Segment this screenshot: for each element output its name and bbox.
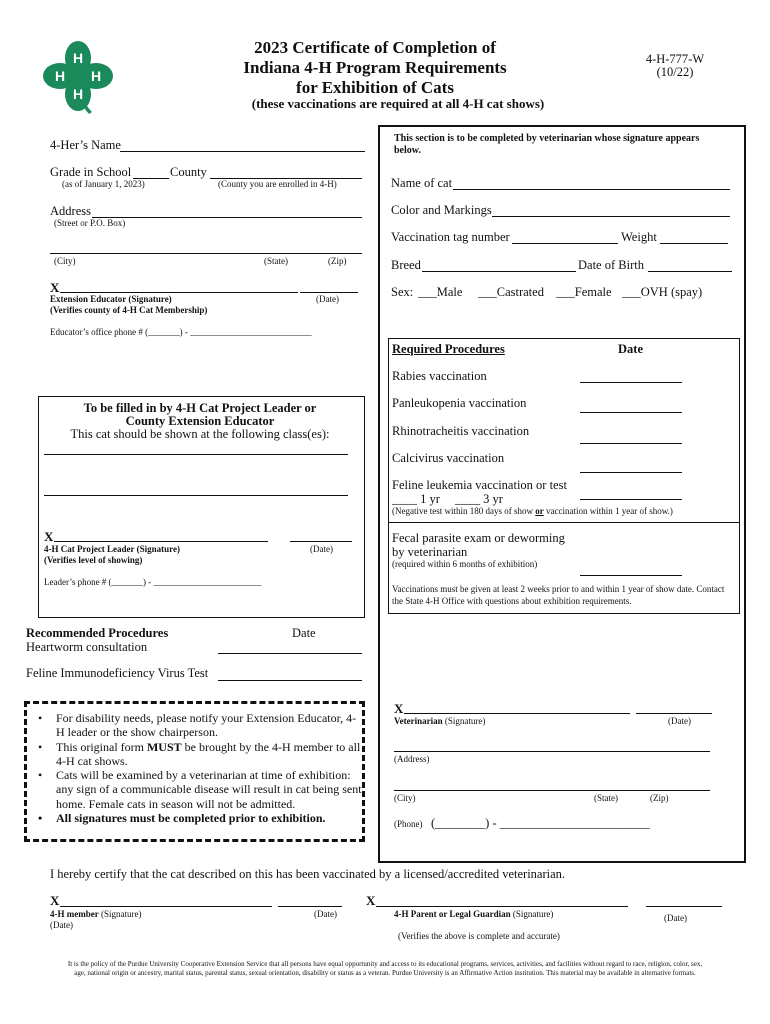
note-bring-form-must: MUST bbox=[146, 739, 182, 754]
member-signature-label bbox=[50, 909, 141, 919]
vet-phone-field[interactable]: (________) - ________________________ bbox=[431, 816, 650, 830]
vet-state-label: (State) bbox=[594, 793, 618, 803]
member-x-mark: X bbox=[50, 893, 60, 908]
recommended-heading: Recommended Procedures bbox=[26, 626, 169, 640]
fecal-note: (required within 6 months of exhibition) bbox=[392, 559, 538, 569]
parent-date-field[interactable] bbox=[646, 906, 722, 907]
color-markings-field[interactable] bbox=[492, 216, 730, 217]
city-label: (City) bbox=[54, 256, 76, 266]
felv-3yr-option[interactable]: ____ 3 yr bbox=[455, 492, 503, 506]
note-disability: • For disability needs, please notify your Extension Educator, 4-H leader or the show chairperson. bbox=[56, 711, 362, 740]
leader-phone[interactable]: Leader’s phone # (_______) - ________________________ bbox=[44, 577, 262, 587]
address-label: Address bbox=[50, 204, 91, 218]
educator-date-label: (Date) bbox=[316, 294, 339, 304]
sex-label: Sex: bbox=[391, 285, 414, 299]
educator-signature-field[interactable] bbox=[60, 292, 298, 293]
state-label: (State) bbox=[264, 256, 288, 266]
member-date-label: (Date) bbox=[314, 909, 337, 919]
sex-female-option[interactable]: ___Female bbox=[556, 285, 612, 299]
felv-label: Feline leukemia vaccination or test bbox=[392, 478, 567, 492]
zip-label: (Zip) bbox=[328, 256, 347, 266]
weight-field[interactable] bbox=[660, 243, 728, 244]
calcivirus-label: Calcivirus vaccination bbox=[392, 451, 505, 465]
felv-1yr-option[interactable]: ____ 1 yr bbox=[392, 492, 440, 506]
vet-phone-label: (Phone) bbox=[394, 819, 423, 829]
educator-x-mark: X bbox=[50, 280, 60, 295]
county-label: County bbox=[170, 165, 207, 179]
policy-line-1: It is the policy of the Purdue University Cooperative Extension Service that all persons have equal opportunity and access to its educational programs, services, activities, and facilities without regard to race, religion, color, sex, bbox=[67, 960, 703, 968]
parent-signature-field[interactable] bbox=[376, 906, 628, 907]
leader-date-field[interactable] bbox=[290, 541, 352, 542]
member-date-field[interactable] bbox=[278, 906, 342, 907]
required-date-heading: Date bbox=[618, 342, 643, 356]
address-field[interactable] bbox=[92, 217, 362, 218]
parent-verify-note: (Verifies the above is complete and accurate) bbox=[398, 931, 560, 941]
leader-signature-label: 4-H Cat Project Leader (Signature) bbox=[44, 544, 180, 554]
vaccination-tag-field[interactable] bbox=[512, 243, 618, 244]
required-heading: Required Procedures bbox=[392, 342, 505, 356]
vet-label-rest: (Signature) bbox=[442, 716, 486, 726]
rabies-date-field[interactable] bbox=[580, 382, 682, 383]
parent-signature-label bbox=[394, 909, 553, 919]
member-label-bold: 4-H member bbox=[50, 909, 99, 919]
note-bring-form-post: be brought by the 4-H member to all 4-H cat shows. bbox=[56, 739, 361, 768]
weight-label: Weight bbox=[621, 230, 657, 244]
certify-statement: I hereby certify that the cat described on this has been vaccinated by a licensed/accredited veterinarian. bbox=[50, 867, 566, 881]
rhinotracheitis-date-field[interactable] bbox=[580, 443, 682, 444]
fecal-date-field[interactable] bbox=[580, 575, 682, 576]
vet-x-mark: X bbox=[394, 701, 404, 716]
note-bring-form-pre: This original form bbox=[56, 739, 147, 754]
city-state-zip-field[interactable] bbox=[50, 253, 362, 254]
felv-note bbox=[392, 506, 673, 516]
form-number: 4-H-777-W bbox=[645, 52, 705, 66]
svg-text:H: H bbox=[55, 68, 66, 84]
sex-castrated-option[interactable]: ___Castrated bbox=[478, 285, 544, 299]
calcivirus-date-field[interactable] bbox=[580, 472, 682, 473]
name-of-cat-label: Name of cat bbox=[391, 176, 453, 190]
grade-label: Grade in School bbox=[50, 165, 132, 179]
form-title-line-2: Indiana 4-H Program Requirements bbox=[243, 58, 507, 77]
date-of-birth-field[interactable] bbox=[648, 271, 732, 272]
rhinotracheitis-label: Rhinotracheitis vaccination bbox=[392, 424, 530, 438]
svg-text:H: H bbox=[73, 86, 84, 102]
panleukopenia-date-field[interactable] bbox=[580, 412, 682, 413]
felv-note-post: vaccination within 1 year of show.) bbox=[543, 506, 673, 516]
fecal-label-line-1: Fecal parasite exam or deworming bbox=[392, 531, 565, 545]
felv-note-or: or bbox=[535, 506, 544, 516]
heartworm-date-field[interactable] bbox=[218, 653, 362, 654]
educator-verify-note: (Verifies county of 4-H Cat Membership) bbox=[50, 305, 208, 315]
vet-address-field[interactable] bbox=[394, 751, 710, 752]
svg-text:H: H bbox=[73, 50, 84, 66]
class-field-2[interactable] bbox=[44, 495, 348, 496]
leader-x-mark: X bbox=[44, 529, 54, 544]
member-signature-field[interactable] bbox=[60, 906, 272, 907]
vet-date-label: (Date) bbox=[668, 716, 691, 726]
breed-field[interactable] bbox=[422, 271, 576, 272]
vaccination-tag-label: Vaccination tag number bbox=[391, 230, 510, 244]
felv-note-pre: (Negative test within 180 days of show bbox=[392, 506, 536, 516]
class-field-1[interactable] bbox=[44, 454, 348, 455]
vet-city-label: (City) bbox=[394, 793, 416, 803]
sex-male-option[interactable]: ___Male bbox=[418, 285, 463, 299]
form-revision-date: (10/22) bbox=[656, 65, 694, 79]
note-signatures: • All signatures must be completed prior to exhibition. bbox=[56, 811, 362, 825]
notes-list bbox=[32, 711, 362, 825]
parent-label-rest: (Signature) bbox=[510, 909, 554, 919]
vet-city-field[interactable] bbox=[394, 790, 710, 791]
note-bring-form bbox=[56, 740, 362, 769]
fiv-test-label: Feline Immunodeficiency Virus Test bbox=[26, 666, 209, 680]
vet-date-field[interactable] bbox=[636, 713, 712, 714]
note-examination: • Cats will be examined by a veterinarian at time of exhibition: any sign of a communicable disease will result in cat being sent home. Female cats in season will not be admitted. bbox=[56, 768, 362, 811]
leader-box-heading-1: To be filled in by 4-H Cat Project Leader or bbox=[83, 401, 317, 415]
rabies-label: Rabies vaccination bbox=[392, 369, 487, 383]
educator-date-field[interactable] bbox=[300, 292, 358, 293]
vet-section-intro: This section is to be completed by veterinarian whose signature appears below. bbox=[394, 133, 700, 156]
vet-label-bold: Veterinarian bbox=[394, 716, 443, 726]
heartworm-label: Heartworm consultation bbox=[26, 640, 148, 654]
policy-line-2: age, national origin or ancestry, marital status, parental status, sexual orientation, disability or status as a veteran. Purdue University is an Affirmative Action institution. This material may be available in alternative formats. bbox=[74, 969, 696, 977]
panleukopenia-label: Panleukopenia vaccination bbox=[392, 396, 527, 410]
breed-label: Breed bbox=[391, 258, 421, 272]
educator-phone[interactable]: Educator’s office phone # (_______) - ___________________________ bbox=[50, 327, 312, 337]
date-of-birth-label: Date of Birth bbox=[578, 258, 644, 272]
parent-date-label: (Date) bbox=[664, 913, 687, 923]
form-subtitle: (these vaccinations are required at all 4-H cat shows) bbox=[251, 96, 545, 111]
name-of-cat-field[interactable] bbox=[453, 189, 730, 190]
vet-zip-label: (Zip) bbox=[650, 793, 669, 803]
member-name-field[interactable] bbox=[120, 151, 365, 152]
fecal-label-line-2: by veterinarian bbox=[392, 545, 468, 559]
recommended-date-heading: Date bbox=[292, 626, 316, 640]
leader-box-instruction: This cat should be shown at the following class(es): bbox=[70, 427, 330, 441]
leader-verify-note: (Verifies level of showing) bbox=[44, 555, 143, 565]
member-name-label: 4-Her’s Name bbox=[50, 138, 121, 152]
leader-date-label: (Date) bbox=[310, 544, 333, 554]
vet-signature-label bbox=[394, 716, 485, 726]
fiv-test-date-field[interactable] bbox=[218, 680, 362, 681]
county-note: (County you are enrolled in 4-H) bbox=[218, 179, 337, 189]
educator-signature-label: Extension Educator (Signature) bbox=[50, 294, 172, 304]
vaccination-footer-note: Vaccinations must be given at least 2 weeks prior to and within 1 year of show date. Contact the State 4-H Office with questions about exhibition requirements. bbox=[392, 584, 725, 606]
vet-signature-field[interactable] bbox=[404, 713, 630, 714]
grade-note: (as of January 1, 2023) bbox=[62, 179, 145, 189]
leader-signature-field[interactable] bbox=[54, 541, 268, 542]
sex-ovh-option[interactable]: ___OVH (spay) bbox=[622, 285, 703, 299]
address-note: (Street or P.O. Box) bbox=[54, 218, 126, 228]
leader-box-heading-2: County Extension Educator bbox=[125, 414, 275, 428]
form-title-line-3: for Exhibition of Cats bbox=[296, 78, 454, 97]
parent-label-bold: 4-H Parent or Legal Guardian bbox=[394, 909, 511, 919]
vet-address-label: (Address) bbox=[394, 754, 430, 764]
parent-x-mark: X bbox=[366, 893, 376, 908]
form-title-line-1: 2023 Certificate of Completion of bbox=[254, 38, 496, 57]
svg-text:H: H bbox=[91, 68, 102, 84]
member-label-rest: (Signature) bbox=[98, 909, 142, 919]
color-markings-label: Color and Markings bbox=[391, 203, 492, 217]
4-h-clover-icon bbox=[38, 36, 118, 116]
member-date-label-below: (Date) bbox=[50, 920, 73, 930]
felv-date-field[interactable] bbox=[580, 499, 682, 500]
